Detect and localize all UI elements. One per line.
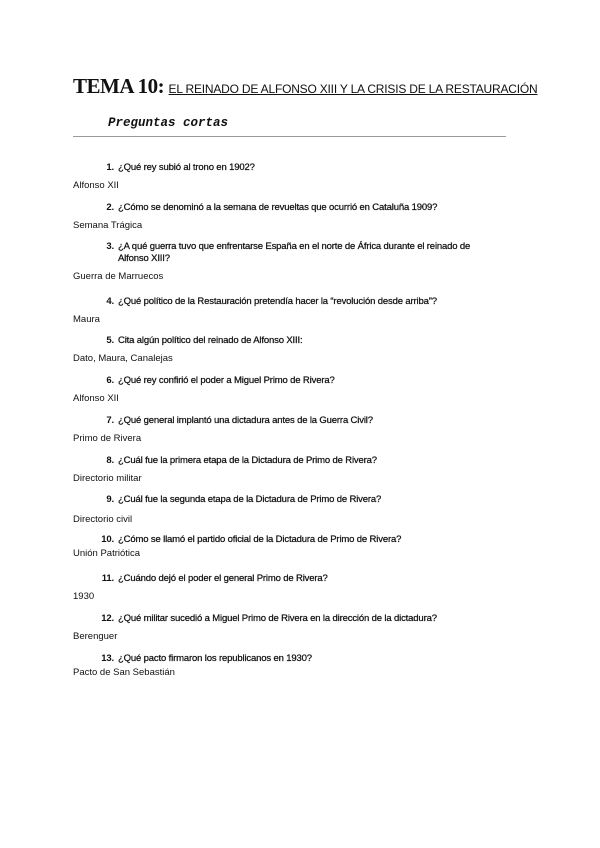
question-text: ¿Qué rey confirió el poder a Miguel Primo de Rivera? xyxy=(118,375,335,386)
question-text: ¿Cuándo dejó el poder el general Primo de Rivera? xyxy=(118,573,328,584)
qa-item-10 xyxy=(73,534,513,560)
answer: 1930 xyxy=(73,591,95,602)
question-number: 9. xyxy=(106,494,114,505)
qa-item-1 xyxy=(73,162,513,192)
question-text: ¿Qué general implantó una dictadura antes de la Guerra Civil? xyxy=(118,415,373,426)
tema-title: EL REINADO DE ALFONSO XIII Y LA CRISIS DE LA RESTAURACIÓN xyxy=(168,82,538,96)
qa-item-2 xyxy=(73,202,513,232)
qa-item-4 xyxy=(73,296,513,326)
answer: Berenguer xyxy=(73,631,118,642)
qa-item-12 xyxy=(73,613,513,643)
question xyxy=(73,335,513,347)
answer: Pacto de San Sebastián xyxy=(73,667,175,678)
answer: Maura xyxy=(73,314,100,325)
question-text: ¿Cómo se denominó a la semana de revueltas que ocurrió en Cataluña 1909? xyxy=(118,202,438,213)
answer: Dato, Maura, Canalejas xyxy=(73,353,173,364)
question xyxy=(73,415,513,427)
question-text: ¿Qué rey subió al trono en 1902? xyxy=(118,162,255,173)
question-text: ¿Cuál fue la segunda etapa de la Dictadura de Primo de Rivera? xyxy=(118,494,382,505)
question-number: 5. xyxy=(106,335,114,346)
question-number: 3. xyxy=(106,241,114,252)
question xyxy=(73,455,513,467)
answer: Alfonso XII xyxy=(73,393,119,404)
qa-item-7 xyxy=(73,415,513,445)
question xyxy=(73,296,513,308)
qa-item-8 xyxy=(73,455,513,485)
question-text: ¿Qué pacto firmaron los republicanos en 1930? xyxy=(118,653,312,664)
question-number: 2. xyxy=(106,202,114,213)
answer: Alfonso XII xyxy=(73,180,119,191)
answer: Semana Trágica xyxy=(73,220,143,231)
question-text: ¿Qué político de la Restauración pretendía hacer la “revolución desde arriba”? xyxy=(118,296,437,307)
qa-item-6 xyxy=(73,375,513,405)
question xyxy=(73,162,513,174)
question xyxy=(73,613,513,625)
question-text: ¿Cuál fue la primera etapa de la Dictadura de Primo de Rivera? xyxy=(118,455,377,466)
question xyxy=(73,375,513,387)
answer: Directorio militar xyxy=(73,473,142,484)
qa-item-3 xyxy=(73,241,513,283)
question xyxy=(73,241,513,265)
question-number: 11. xyxy=(101,573,114,584)
qa-item-9 xyxy=(73,494,513,526)
qa-item-5 xyxy=(73,335,513,365)
qa-item-11 xyxy=(73,573,513,603)
question-number: 7. xyxy=(106,415,114,426)
question-text: ¿Cómo se llamó el partido oficial de la Dictadura de Primo de Rivera? xyxy=(118,534,402,545)
answer: Unión Patriótica xyxy=(73,548,141,559)
question xyxy=(73,534,513,546)
answer: Directorio civil xyxy=(73,514,133,525)
qa-item-13 xyxy=(73,653,513,679)
question-number: 12. xyxy=(101,613,114,624)
question-text: ¿Qué militar sucedió a Miguel Primo de Rivera en la dirección de la dictadura? xyxy=(118,613,437,624)
question xyxy=(73,573,513,585)
document-title xyxy=(73,74,538,99)
answer: Primo de Rivera xyxy=(73,433,142,444)
question xyxy=(73,653,513,665)
answer: Guerra de Marruecos xyxy=(73,271,164,282)
question-text: ¿A qué guerra tuvo que enfrentarse España en el norte de África durante el reinado de xyxy=(118,241,471,252)
question-text: Cita algún político del reinado de Alfonso XIII: xyxy=(118,335,303,346)
tema-label: TEMA 10: xyxy=(73,74,165,98)
question xyxy=(73,202,513,214)
question-number: 8. xyxy=(106,455,114,466)
question-number: 4. xyxy=(106,296,114,307)
question-text-continued: Alfonso XIII? xyxy=(118,253,170,264)
question-number: 6. xyxy=(106,375,114,386)
section-heading: Preguntas cortas xyxy=(108,116,229,130)
question-number: 13. xyxy=(101,653,114,664)
question xyxy=(73,494,513,506)
question-number: 1. xyxy=(106,162,114,173)
divider xyxy=(73,136,506,137)
question-number: 10. xyxy=(101,534,114,545)
